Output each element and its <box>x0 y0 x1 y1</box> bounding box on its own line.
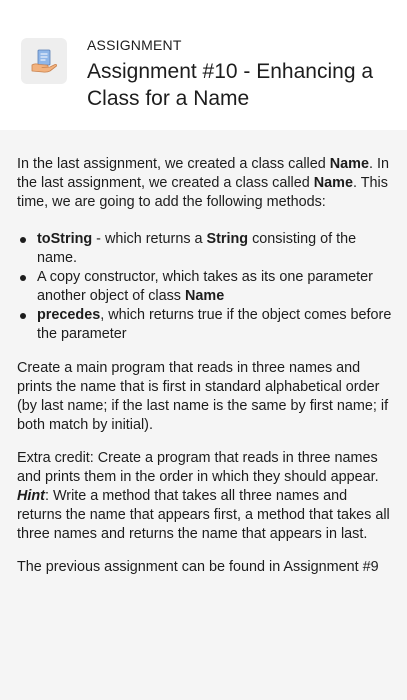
class-name-bold-2: Name <box>313 175 353 191</box>
list-item <box>17 306 392 344</box>
hand-document-icon <box>29 46 59 76</box>
intro-text-3: . This time, we are going to add the following methods: <box>17 175 388 210</box>
intro-text-2: . In the last assignment, we created a class called <box>17 156 389 191</box>
page-header <box>0 0 407 130</box>
method-name: precedes <box>37 307 101 323</box>
assignment-description <box>17 155 392 591</box>
list-item-text: - which returns a <box>92 231 207 247</box>
class-name-bold-1: Name <box>329 156 369 172</box>
extra-credit-paragraph <box>17 449 392 544</box>
list-item <box>17 230 392 268</box>
methods-list <box>17 230 392 344</box>
main-program-paragraph: Create a main program that reads in three names and prints the name that is first in standard alphabetical order (by last name; if the last name is the same by first name; if both match by initial). <box>17 360 389 433</box>
extra-text-2: : Write a method that takes all three names and returns the name that appears first, a method that takes all three names and returns the name that appears in last. <box>17 488 390 542</box>
list-item-text: A copy constructor, which takes as its one parameter another object of class <box>37 269 373 304</box>
method-name: toString <box>37 231 93 247</box>
type-name: String <box>206 231 249 247</box>
page-title: Assignment #10 - Enhancing a Class for a Name <box>87 60 374 110</box>
intro-paragraph <box>17 155 392 212</box>
list-item-text: consisting of the name. <box>37 231 357 266</box>
intro-text-1: In the last assignment, we created a class called <box>17 156 330 172</box>
list-item-text: , which returns true if the object comes before the parameter <box>37 307 392 342</box>
hint-label: Hint <box>17 488 45 504</box>
list-item <box>17 268 392 306</box>
page-type-label: ASSIGNMENT <box>87 37 182 53</box>
previous-assignment-paragraph: The previous assignment can be found in Assignment #9 <box>17 559 379 575</box>
class-name-bold: Name <box>185 288 225 304</box>
assignment-icon <box>21 38 67 84</box>
extra-text-1: Extra credit: Create a program that reads in three names and prints them in the order in which they should appear. <box>17 450 379 485</box>
